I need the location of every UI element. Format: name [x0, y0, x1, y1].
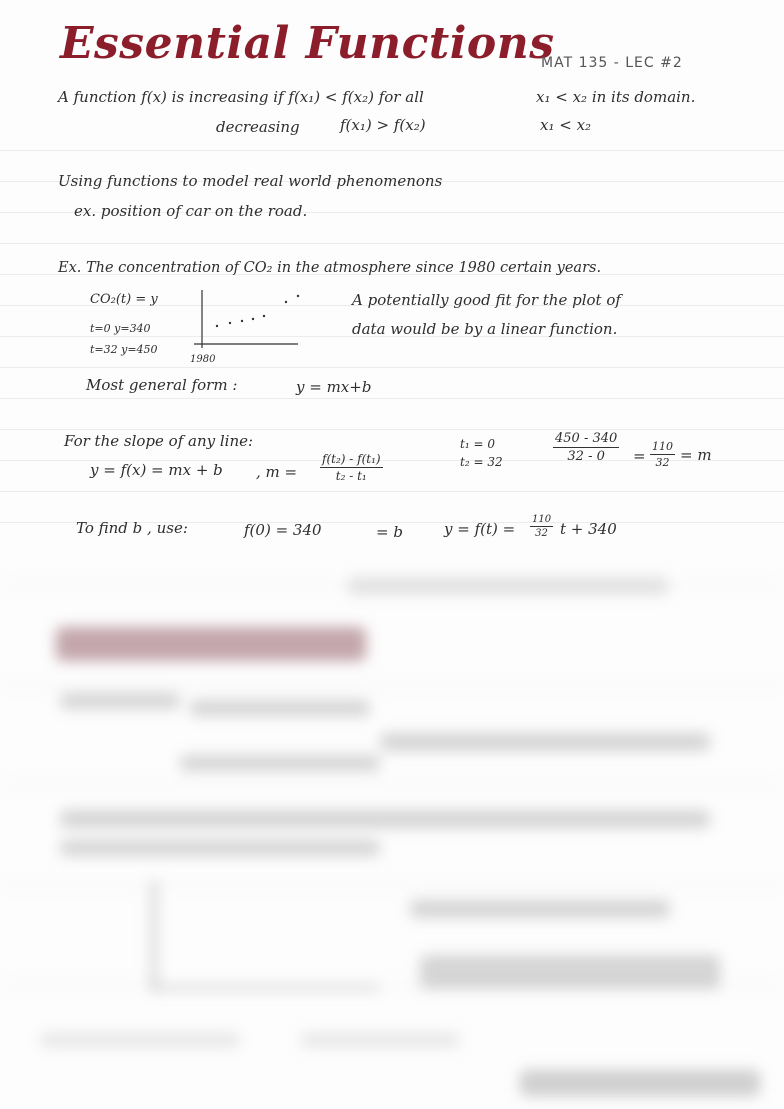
blurred-rule	[0, 885, 784, 886]
graph-point	[241, 320, 243, 322]
result-numerator: 110	[652, 440, 673, 453]
blurred-text	[180, 755, 380, 771]
slope-denominator: t₂ - t₁	[335, 469, 367, 483]
decreasing-definition: f(x₁) > f(x₂)	[340, 116, 426, 134]
blurred-text	[410, 900, 670, 918]
co2-point-1: t=0 y=340	[90, 322, 151, 335]
blurred-text	[190, 700, 370, 716]
blurred-rule	[0, 785, 784, 786]
graph-point	[216, 325, 218, 327]
t1-value: t₁ = 0	[460, 437, 495, 451]
blurred-graph-axis	[150, 985, 380, 991]
blurred-text	[60, 840, 380, 856]
co2-sketch-graph	[190, 286, 310, 356]
slope-equation: y = f(x) = mx + b	[90, 461, 223, 479]
slope-calculation	[553, 431, 619, 464]
final-equation-left: y = f(t) =	[444, 520, 516, 538]
f0-value: f(0) = 340	[244, 521, 322, 539]
blurred-footer	[520, 1070, 760, 1096]
slope-m-label: , m =	[256, 463, 298, 481]
graph-point	[285, 301, 287, 303]
ruled-line	[0, 243, 784, 244]
general-form-label: Most general form :	[86, 376, 238, 394]
blurred-text	[300, 1033, 460, 1047]
blurred-text	[380, 733, 710, 751]
graph-tick-label: 1980	[190, 354, 216, 365]
final-equation-right: t + 340	[560, 520, 617, 538]
course-label: MAT 135 - LEC #2	[541, 55, 683, 71]
slope-formula	[320, 452, 383, 483]
blurred-text	[348, 577, 668, 595]
slope-label: For the slope of any line:	[64, 432, 254, 450]
decreasing-condition: x₁ < x₂	[540, 116, 592, 134]
ruled-line	[0, 150, 784, 151]
increasing-definition: A function f(x) is increasing if f(x₁) < f(x₂) for all	[58, 88, 424, 106]
final-numerator: 110	[532, 514, 552, 525]
blurred-rule	[0, 685, 784, 686]
linear-fit-line-1: A potentially good fit for the plot of	[352, 291, 621, 309]
graph-point	[252, 318, 254, 320]
final-denominator: 32	[535, 528, 548, 539]
equals-b: = b	[376, 523, 403, 541]
decreasing-label: decreasing	[216, 118, 300, 136]
ruled-line	[0, 398, 784, 399]
final-slope-fraction	[530, 514, 553, 539]
blurred-text	[420, 955, 720, 989]
calc-denominator: 32 - 0	[567, 449, 605, 464]
ruled-line	[0, 429, 784, 430]
blurred-text	[40, 1033, 240, 1047]
ruled-line	[0, 491, 784, 492]
find-b-label: To find b , use:	[76, 519, 188, 537]
blurred-content-area	[0, 555, 784, 1109]
increasing-condition: x₁ < x₂ in its domain.	[536, 88, 696, 106]
equals-sign: =	[633, 447, 646, 465]
co2-point-2: t=32 y=450	[90, 343, 158, 356]
slope-numerator: f(t₂) - f(t₁)	[322, 452, 381, 466]
result-m: = m	[680, 446, 712, 464]
page-title: Essential Functions	[60, 18, 555, 69]
ruled-line	[0, 367, 784, 368]
modeling-example: ex. position of car on the road.	[74, 202, 308, 220]
blurred-text	[60, 693, 180, 709]
result-denominator: 32	[655, 456, 670, 469]
graph-point	[263, 315, 265, 317]
graph-point	[229, 322, 231, 324]
graph-point	[297, 295, 299, 297]
blurred-graph-axis	[150, 880, 158, 990]
blurred-text	[60, 810, 710, 828]
blurred-heading	[56, 627, 366, 661]
calc-numerator: 450 - 340	[555, 431, 618, 446]
co2-definition: CO₂(t) = y	[90, 292, 158, 307]
modeling-line: Using functions to model real world phenomenons	[58, 172, 443, 190]
co2-example-line: Ex. The concentration of CO₂ in the atmosphere since 1980 certain years.	[58, 260, 602, 276]
general-form-equation: y = mx+b	[296, 378, 372, 396]
linear-fit-line-2: data would be by a linear function.	[352, 320, 618, 338]
t2-value: t₂ = 32	[460, 455, 503, 469]
slope-result	[650, 440, 675, 469]
